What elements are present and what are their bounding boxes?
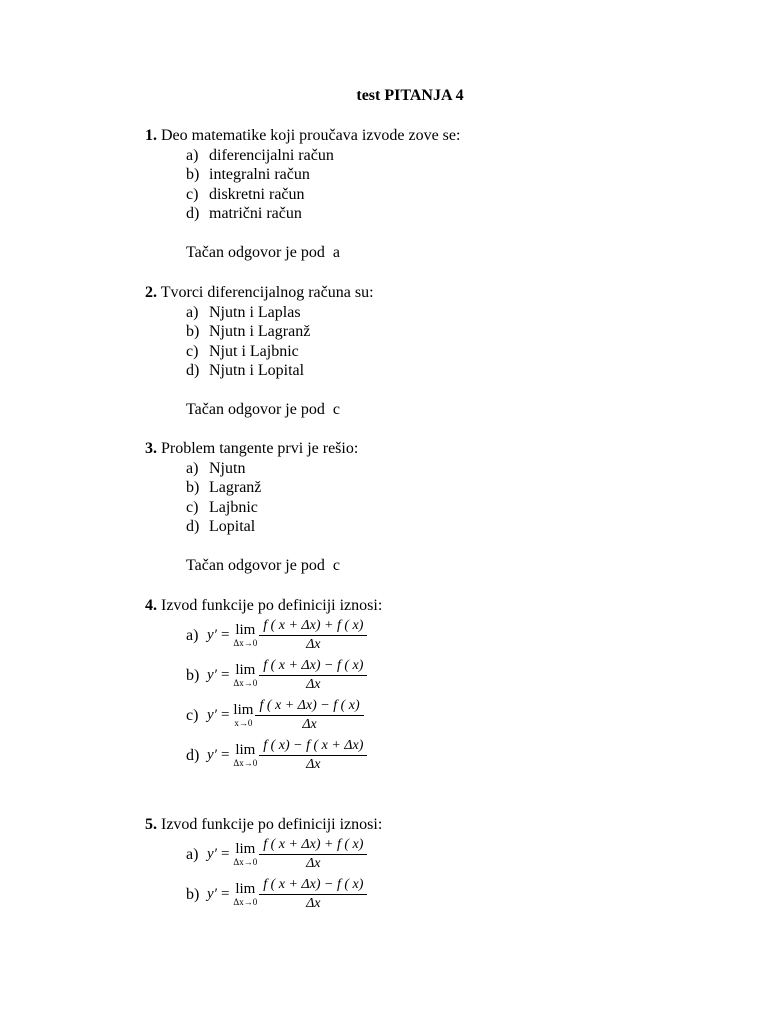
fraction-denominator: Δx: [306, 757, 321, 772]
option-text: Njutn: [209, 459, 246, 477]
question-3: [145, 439, 358, 576]
option-letter: b): [186, 885, 200, 903]
options-list: [145, 146, 460, 224]
limit-subscript: Δx→0: [233, 638, 258, 648]
fraction-denominator: Δx: [306, 856, 321, 871]
limit-formula: [207, 696, 364, 736]
limit: [233, 703, 253, 728]
correct-answer: Tačan odgovor je pod a: [186, 244, 340, 261]
limit-formula: [207, 835, 367, 875]
option-text: diferencijalni račun: [209, 146, 334, 164]
option-d: [145, 517, 358, 537]
option-c: [145, 498, 358, 518]
option-letter: b): [186, 479, 200, 496]
limit-word: lim: [235, 622, 256, 638]
option-letter: c): [186, 498, 199, 516]
option-letter: c): [186, 185, 199, 203]
option-a: [145, 146, 460, 166]
option-letter: a): [186, 845, 199, 863]
question-number: 5.: [145, 816, 157, 833]
fraction-numerator: f ( x + Δx) − f ( x): [259, 657, 367, 676]
equals-sign: =: [220, 706, 230, 723]
question-heading: [145, 439, 358, 459]
limit-subscript: x→0: [234, 718, 253, 728]
formula-options: [145, 835, 382, 915]
limit-subscript: Δx→0: [233, 758, 258, 768]
derivative-symbol: y′: [207, 885, 217, 902]
limit-formula: [207, 875, 367, 915]
option-letter: c): [186, 342, 199, 360]
question-4: [145, 596, 382, 776]
formula-option: [186, 835, 382, 875]
formula-option: [186, 736, 382, 776]
limit-formula: [207, 616, 367, 656]
question-text: Tvorci diferencijalnog računa su:: [160, 284, 374, 301]
option-d: [145, 361, 374, 381]
correct-answer: Tačan odgovor je pod c: [186, 557, 340, 574]
question-number: 2.: [145, 284, 157, 301]
limit-word: lim: [235, 662, 256, 678]
limit: [233, 663, 257, 688]
question-number: 1.: [145, 127, 157, 144]
formula-option: [186, 616, 382, 656]
option-letter: a): [186, 459, 199, 477]
derivative-symbol: y′: [207, 845, 217, 862]
question-heading: [145, 126, 460, 146]
limit-formula: [207, 736, 367, 776]
option-letter: d): [186, 362, 200, 379]
limit-word: lim: [235, 742, 256, 758]
correct-answer: Tačan odgovor je pod c: [186, 401, 340, 418]
option-text: integralni račun: [209, 166, 310, 183]
fraction-numerator: f ( x) − f ( x + Δx): [259, 737, 367, 756]
question-text: Izvod funkcije po definiciji iznosi:: [161, 597, 383, 614]
fraction: [255, 697, 363, 734]
equals-sign: =: [220, 845, 230, 862]
option-text: matrični račun: [209, 205, 302, 222]
option-c: [145, 342, 374, 362]
option-text: Lagranž: [209, 479, 262, 496]
fraction: [259, 836, 367, 873]
option-letter: b): [186, 166, 200, 183]
option-letter: a): [186, 303, 199, 321]
fraction-denominator: Δx: [306, 637, 321, 652]
formula-option: [186, 875, 382, 915]
derivative-symbol: y′: [207, 666, 217, 683]
fraction: [259, 617, 367, 654]
option-text: diskretni račun: [209, 185, 305, 203]
options-list: [145, 303, 374, 381]
option-letter: d): [186, 205, 200, 222]
option-text: Lajbnic: [209, 498, 258, 516]
options-list: [145, 459, 358, 537]
question-heading: [145, 815, 382, 835]
option-b: [145, 478, 358, 498]
limit: [233, 882, 257, 907]
limit-subscript: Δx→0: [233, 857, 258, 867]
limit-subscript: Δx→0: [233, 678, 258, 688]
question-2: [145, 283, 374, 420]
formula-option: [186, 696, 382, 736]
formula-options: [145, 616, 382, 776]
fraction-numerator: f ( x + Δx) + f ( x): [259, 836, 367, 855]
limit-subscript: Δx→0: [233, 897, 258, 907]
fraction-denominator: Δx: [306, 677, 321, 692]
equals-sign: =: [220, 885, 230, 902]
fraction-denominator: Δx: [302, 717, 317, 732]
question-number: 4.: [145, 597, 157, 614]
option-letter: d): [186, 518, 200, 535]
option-letter: b): [186, 323, 200, 340]
option-text: Njutn i Lopital: [209, 362, 305, 379]
fraction: [259, 657, 367, 694]
option-b: [145, 165, 460, 185]
option-c: [145, 185, 460, 205]
question-number: 3.: [145, 440, 157, 457]
fraction-numerator: f ( x + Δx) + f ( x): [259, 617, 367, 636]
fraction: [259, 737, 367, 774]
option-letter: d): [186, 746, 200, 764]
option-letter: c): [186, 706, 199, 724]
question-5: [145, 815, 382, 915]
equals-sign: =: [220, 666, 230, 683]
limit-word: lim: [235, 881, 256, 897]
option-text: Njut i Lajbnic: [209, 342, 299, 360]
option-d: [145, 204, 460, 224]
derivative-symbol: y′: [207, 706, 217, 723]
question-1: [145, 126, 460, 263]
option-letter: a): [186, 626, 199, 644]
fraction-denominator: Δx: [306, 896, 321, 911]
equals-sign: =: [220, 626, 230, 643]
question-text: Izvod funkcije po definiciji iznosi:: [161, 816, 383, 833]
derivative-symbol: y′: [207, 626, 217, 643]
option-a: [145, 459, 358, 479]
option-b: [145, 322, 374, 342]
limit: [233, 743, 257, 768]
fraction-numerator: f ( x + Δx) − f ( x): [255, 697, 363, 716]
limit: [233, 623, 257, 648]
option-a: [145, 303, 374, 323]
option-text: Lopital: [209, 518, 256, 535]
option-letter: a): [186, 146, 199, 164]
limit-formula: [207, 656, 367, 696]
formula-option: [186, 656, 382, 696]
question-text: Problem tangente prvi je rešio:: [161, 440, 359, 457]
limit-word: lim: [235, 841, 256, 857]
question-heading: [145, 283, 374, 303]
option-text: Njutn i Laplas: [209, 303, 301, 321]
question-text: Deo matematike koji proučava izvode zove se:: [161, 127, 461, 144]
fraction-numerator: f ( x + Δx) − f ( x): [259, 876, 367, 895]
option-text: Njutn i Lagranž: [209, 323, 311, 340]
limit-word: lim: [233, 702, 254, 718]
page-title: test PITANJA 4: [356, 87, 464, 104]
fraction: [259, 876, 367, 913]
derivative-symbol: y′: [207, 746, 217, 763]
question-heading: [145, 596, 382, 616]
limit: [233, 842, 257, 867]
equals-sign: =: [220, 746, 230, 763]
option-letter: b): [186, 666, 200, 684]
